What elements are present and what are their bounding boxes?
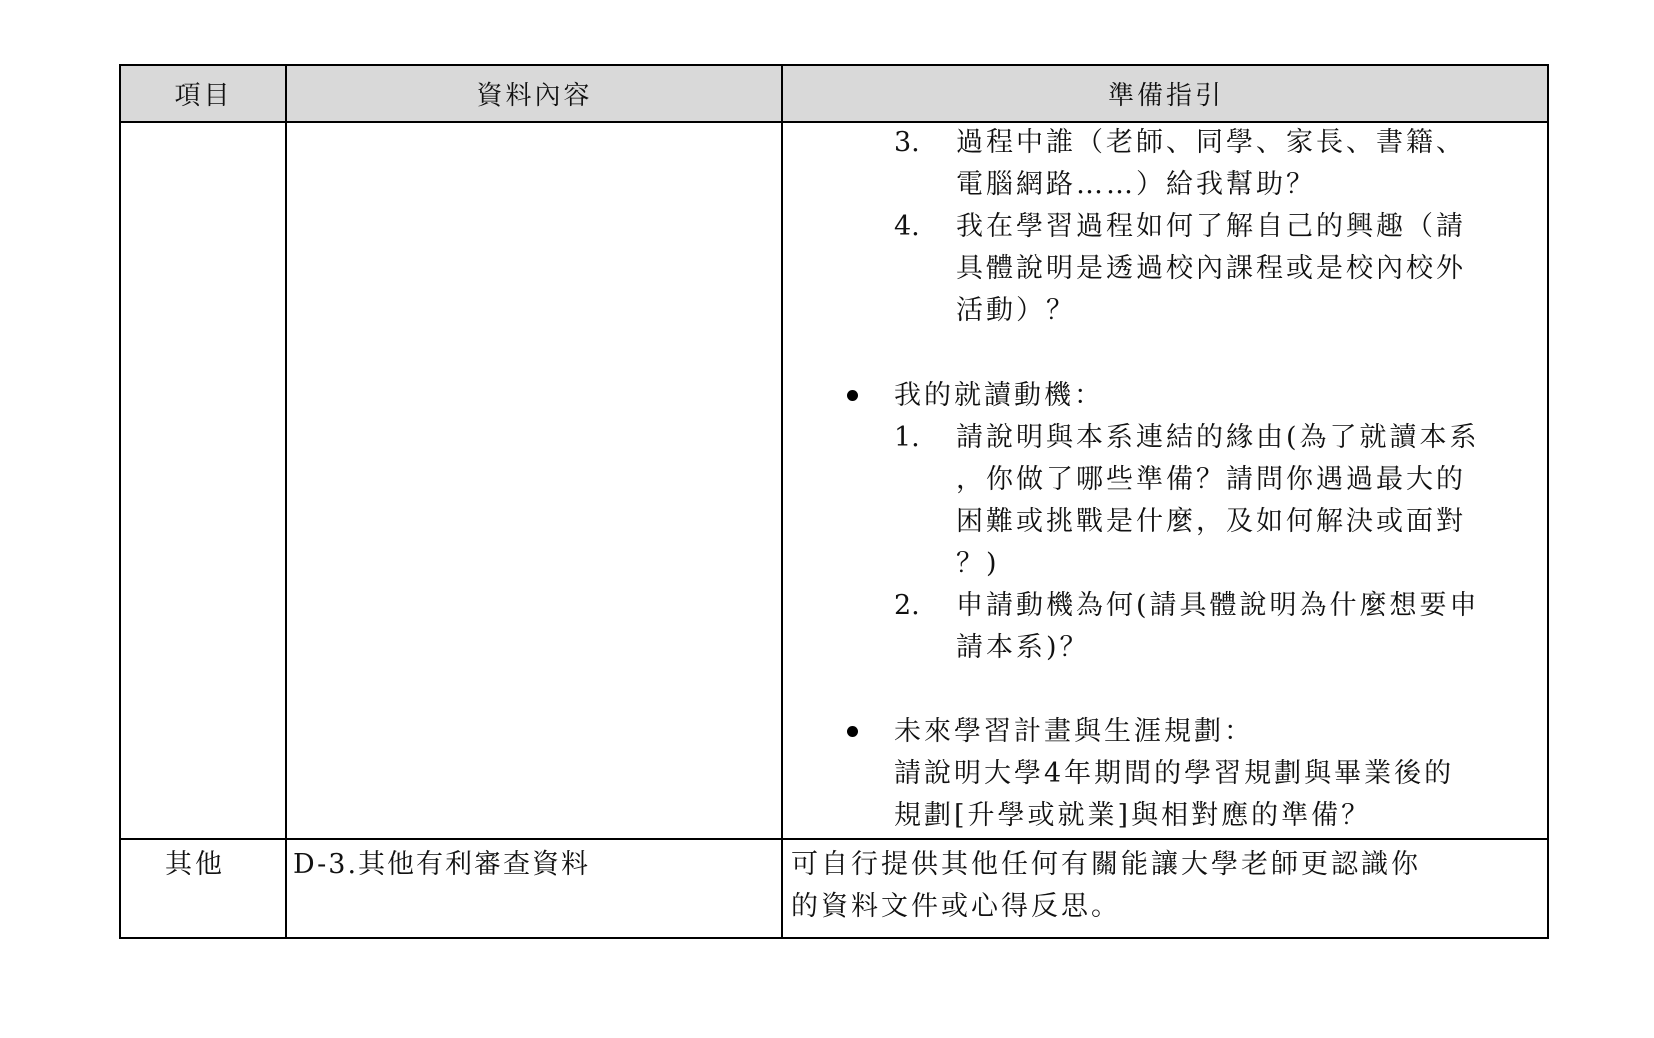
row-divider [121, 838, 1547, 840]
other-content-label: D-3.其他有利審查資料 [293, 849, 591, 880]
bullet-icon [847, 390, 858, 401]
list-number: 2. [894, 590, 920, 621]
other-guide-line: 的資料文件或心得反思。 [791, 891, 1121, 922]
header-guide: 準備指引 [1107, 81, 1224, 111]
list-line: 具體說明是透過校內課程或是校內校外 [956, 253, 1466, 284]
list-line: 困難或挑戰是什麼，及如何解決或面對 [956, 506, 1466, 537]
list-number: 3. [894, 127, 920, 158]
other-item-label: 其他 [165, 849, 225, 880]
section-heading: 我的就讀動機： [894, 380, 1104, 411]
column-divider [781, 66, 783, 937]
section-line: 規劃[升學或就業]與相對應的準備？ [894, 800, 1372, 831]
header-item: 項目 [174, 81, 233, 111]
section-line: 請說明大學4年期間的學習規劃與畢業後的 [894, 758, 1455, 789]
list-line: 申請動機為何(請具體說明為什麼想要申 [956, 590, 1480, 621]
list-line: 請本系)？ [956, 632, 1090, 663]
list-line: ，你做了哪些準備？請問你遇過最大的 [956, 464, 1466, 495]
list-number: 1. [894, 422, 920, 453]
list-line: 電腦網路……）給我幫助？ [956, 169, 1316, 200]
list-number: 4. [894, 211, 920, 242]
section-heading: 未來學習計畫與生涯規劃： [894, 716, 1254, 747]
list-line: 活動）？ [956, 295, 1076, 326]
other-guide-line: 可自行提供其他任何有關能讓大學老師更認識你 [791, 849, 1421, 880]
list-line: 我在學習過程如何了解自己的興趣（請 [956, 211, 1466, 242]
list-line: 請說明與本系連結的緣由(為了就讀本系 [956, 422, 1480, 453]
header-content: 資料內容 [476, 81, 593, 111]
bullet-icon [847, 726, 858, 737]
list-line: ？) [956, 548, 1000, 579]
table-header-row [121, 66, 1547, 123]
guidance-table [119, 64, 1549, 939]
column-divider [285, 66, 287, 937]
list-line: 過程中誰（老師、同學、家長、書籍、 [956, 127, 1466, 158]
